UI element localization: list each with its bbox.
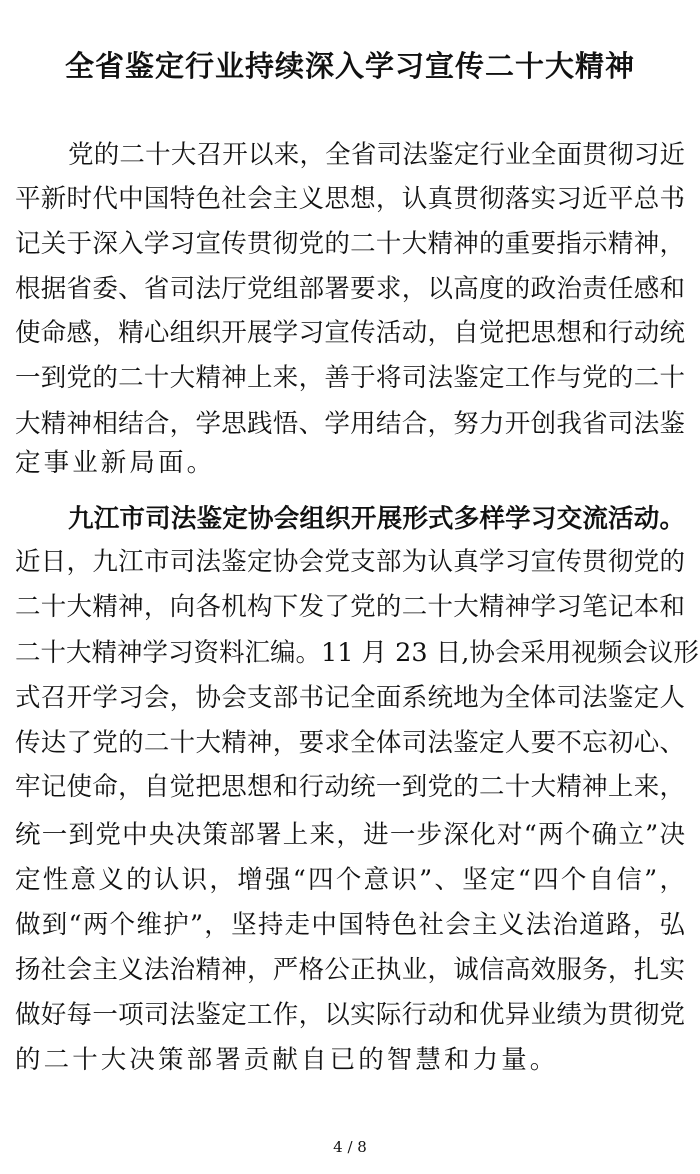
paragraph-line: 扬社会主义法治精神，严格公正执业，诚信高效服务，扎实 (15, 955, 685, 985)
paragraph-line: 牢记使命，自觉把思想和行动统一到党的二十大精神上来， (15, 772, 685, 802)
paragraph-line: 平新时代中国特色社会主义思想，认真贯彻落实习近平总书 (15, 184, 685, 214)
document-title: 全省鉴定行业持续深入学习宣传二十大精神 (64, 49, 635, 83)
paragraph-line: 传达了党的二十大精神，要求全体司法鉴定人要不忘初心、 (15, 728, 685, 758)
paragraph-line: 式召开学习会，协会支部书记全面系统地为全体司法鉴定人 (15, 683, 685, 713)
paragraph-line: 二十大精神学习资料汇编。11 月 23 日,协会采用视频会议形 (15, 638, 699, 668)
paragraph-line: 记关于深入学习宣传贯彻党的二十大精神的重要指示精神， (15, 229, 685, 259)
page-number: 4 / 8 (333, 1138, 367, 1156)
paragraph-line: 定事业新局面。 (15, 448, 216, 478)
paragraph-line: 近日，九江市司法鉴定协会党支部为认真学习宣传贯彻党的 (15, 547, 685, 577)
paragraph-line: 大精神相结合，学思践悟、学用结合，努力开创我省司法鉴 (15, 409, 685, 439)
paragraph-line: 做到“两个维护”，坚持走中国特色社会主义法治道路，弘 (15, 910, 685, 940)
paragraph-line: 定性意义的认识，增强“四个意识”、坚定“四个自信”， (15, 865, 685, 895)
paragraph-line: 二十大精神，向各机构下发了党的二十大精神学习笔记本和 (15, 592, 685, 622)
paragraph-line: 统一到党中央决策部署上来，进一步深化对“两个确立”决 (15, 820, 685, 850)
paragraph-line: 一到党的二十大精神上来，善于将司法鉴定工作与党的二十 (15, 363, 685, 393)
paragraph-line: 的二十大决策部署贡献自已的智慧和力量。 (15, 1045, 559, 1075)
paragraph-line: 使命感，精心组织开展学习宣传活动，自觉把思想和行动统 (15, 318, 685, 348)
paragraph-line: 根据省委、省司法厅党组部署要求，以高度的政治责任感和 (15, 274, 685, 304)
paragraph-line: 做好每一项司法鉴定工作，以实际行动和优异业绩为贯彻党 (15, 1000, 685, 1030)
section-heading: 九江市司法鉴定协会组织开展形式多样学习交流活动。 (68, 504, 685, 534)
paragraph-line: 党的二十大召开以来，全省司法鉴定行业全面贯彻习近 (68, 140, 685, 170)
